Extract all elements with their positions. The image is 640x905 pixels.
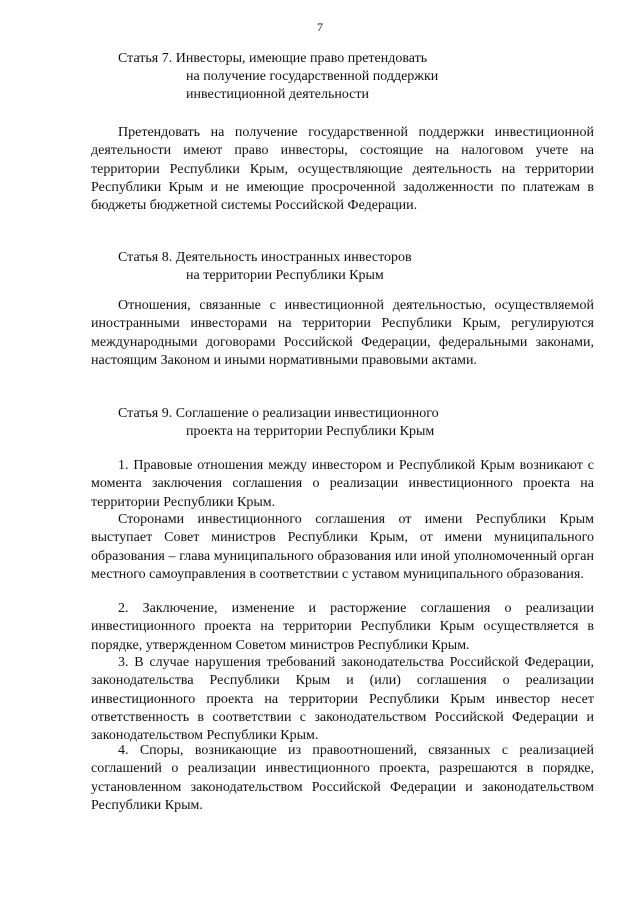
article-9-heading-line-1: Статья 9. Соглашение о реализации инвестиционного bbox=[118, 406, 439, 421]
article-8-heading-line-2: на территории Республики Крым bbox=[186, 268, 384, 283]
article-8-heading-line-1: Статья 8. Деятельность иностранных инвесторов bbox=[118, 250, 412, 265]
article-7-heading-line-3: инвестиционной деятельности bbox=[186, 87, 370, 102]
article-7-heading-line-1: Статья 7. Инвесторы, имеющие право претендовать bbox=[118, 51, 428, 66]
article-9-paragraph-1: 1. Правовые отношения между инвестором и Республикой Крым возникают с момента заключения соглашения о реализации инвестиционного проекта на территории Республики Крым. bbox=[91, 458, 594, 510]
article-7-heading-line-2: на получение государственной поддержки bbox=[186, 69, 439, 84]
page-number: 7 bbox=[317, 20, 323, 34]
article-9-paragraph-3: 2. Заключение, изменение и расторжение соглашения о реализации инвестиционного проекта на территории Республики Крым осуществляется в порядке, утвержденном Советом министров Республики Крым. bbox=[91, 601, 594, 653]
article-9-heading-line-2: проекта на территории Республики Крым bbox=[186, 424, 435, 439]
article-7-paragraph-1: Претендовать на получение государственной поддержки инвестиционной деятельности имеют право инвесторы, состоящие на налоговом учете на территории Республики Крым, осуществляющие деятельность на территории Республики Крым и не имеющие просроченной задолженности по платежам в бюджеты бюджетной системы Российской Федерации. bbox=[91, 125, 594, 214]
article-7-heading bbox=[118, 50, 558, 104]
article-8-paragraph-1: Отношения, связанные с инвестиционной деятельностью, осуществляемой иностранными инвесторами на территории Республики Крым, регулируются международными договорами Российской Федерации, федеральными законами, настоящим Законом и иными нормативными правовыми актами. bbox=[91, 298, 594, 368]
article-9-heading bbox=[118, 405, 558, 441]
article-9-paragraph-5: 4. Споры, возникающие из правоотношений, связанных с реализацией соглашений о реализации инвестиционного проекта, разрешаются в порядке, установленном законодательством Российской Федерации и законодательством Республики Крым. bbox=[91, 743, 594, 813]
article-8-heading bbox=[118, 249, 558, 285]
article-9-paragraph-4: 3. В случае нарушения требований законодательства Российской Федерации, законодательства Республики Крым и (или) соглашения о реализации инвестиционного проекта на территории Республики Крым инвестор несет ответственность в соответствии с законодательством Российской Федерации и законодательством Республики Крым. bbox=[91, 655, 594, 744]
article-9-paragraph-2: Сторонами инвестиционного соглашения от имени Республики Крым выступает Совет министров Республики Крым, от имени муниципального образования – глава муниципального образования или иной уполномоченный орган местного самоуправления в соответствии с уставом муниципального образования. bbox=[91, 512, 594, 582]
